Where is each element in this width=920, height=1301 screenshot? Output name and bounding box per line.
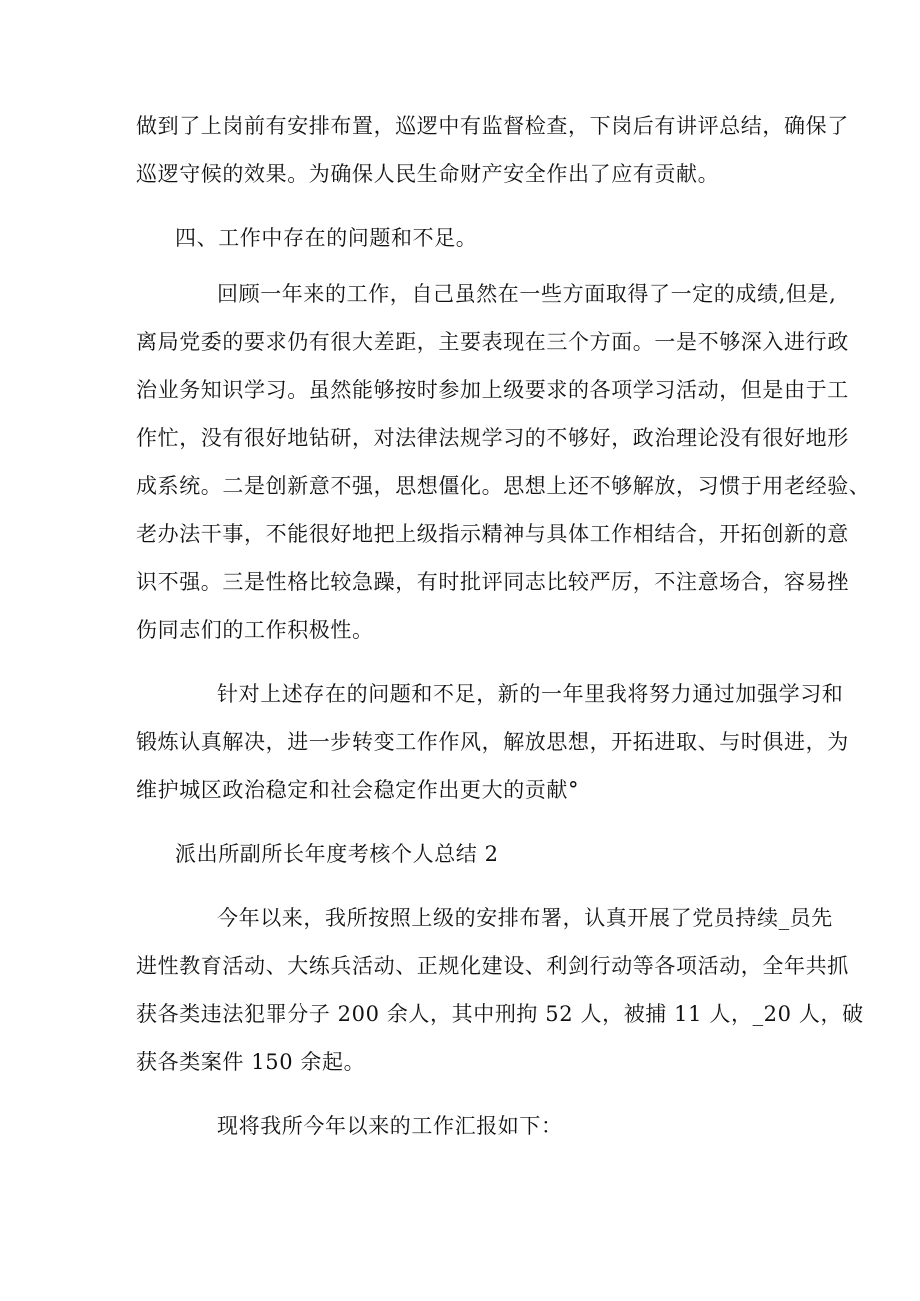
paragraph-line: 获各类违法犯罪分子 200 余人，其中刑拘 52 人，被捕 11 人，_20 人，破: [136, 1002, 864, 1026]
paragraph-line: 巡逻守候的效果。为确保人民生命财产安全作出了应有贡献。: [136, 162, 720, 186]
section-heading: 四、工作中存在的问题和不足。: [175, 226, 478, 250]
paragraph-line: 识不强。三是性格比较急躁，有时批评同志比较严厉，不注意场合，容易挫: [136, 570, 849, 594]
paragraph-line: 针对上述存在的问题和不足，新的一年里我将努力通过加强学习和: [217, 682, 844, 706]
paragraph-line: 锻炼认真解决，进一步转变工作作风，解放思想，开拓进取、与时俱进，为: [136, 730, 849, 754]
paragraph-line: 离局党委的要求仍有很大差距，主要表现在三个方面。一是不够深入进行政: [136, 330, 849, 354]
paragraph-line: 获各类案件 150 余起。: [136, 1050, 366, 1074]
paragraph-line: 回顾一年来的工作，自己虽然在一些方面取得了一定的成绩,但是,: [217, 282, 837, 306]
paragraph-line: 进性教育活动、大练兵活动、正规化建设、利剑行动等各项活动，全年共抓: [136, 954, 849, 978]
paragraph-line: 做到了上岗前有安排布置，巡逻中有监督检查，下岗后有讲评总结，确保了: [136, 114, 849, 138]
paragraph-line: 成系统。二是创新意不强，思想僵化。思想上还不够解放，习惯于用老经验、: [136, 474, 871, 498]
paragraph-line: 作忙，没有很好地钻研，对法律法规学习的不够好，政治理论没有很好地形: [136, 426, 849, 450]
paragraph-line: 维护城区政治稳定和社会稳定作出更大的贡献°: [136, 778, 580, 802]
paragraph-line: 老办法干事，不能很好地把上级指示精神与具体工作相结合，开拓创新的意: [136, 522, 849, 546]
paragraph-line: 现将我所今年以来的工作汇报如下：: [217, 1114, 563, 1138]
paragraph-line: 今年以来，我所按照上级的安排布署，认真开展了党员持续_员先: [217, 906, 833, 930]
paragraph-line: 伤同志们的工作积极性。: [136, 618, 374, 642]
paragraph-line: 治业务知识学习。虽然能够按时参加上级要求的各项学习活动，但是由于工: [136, 378, 849, 402]
document-title: 派出所副所长年度考核个人总结 2: [175, 842, 499, 866]
